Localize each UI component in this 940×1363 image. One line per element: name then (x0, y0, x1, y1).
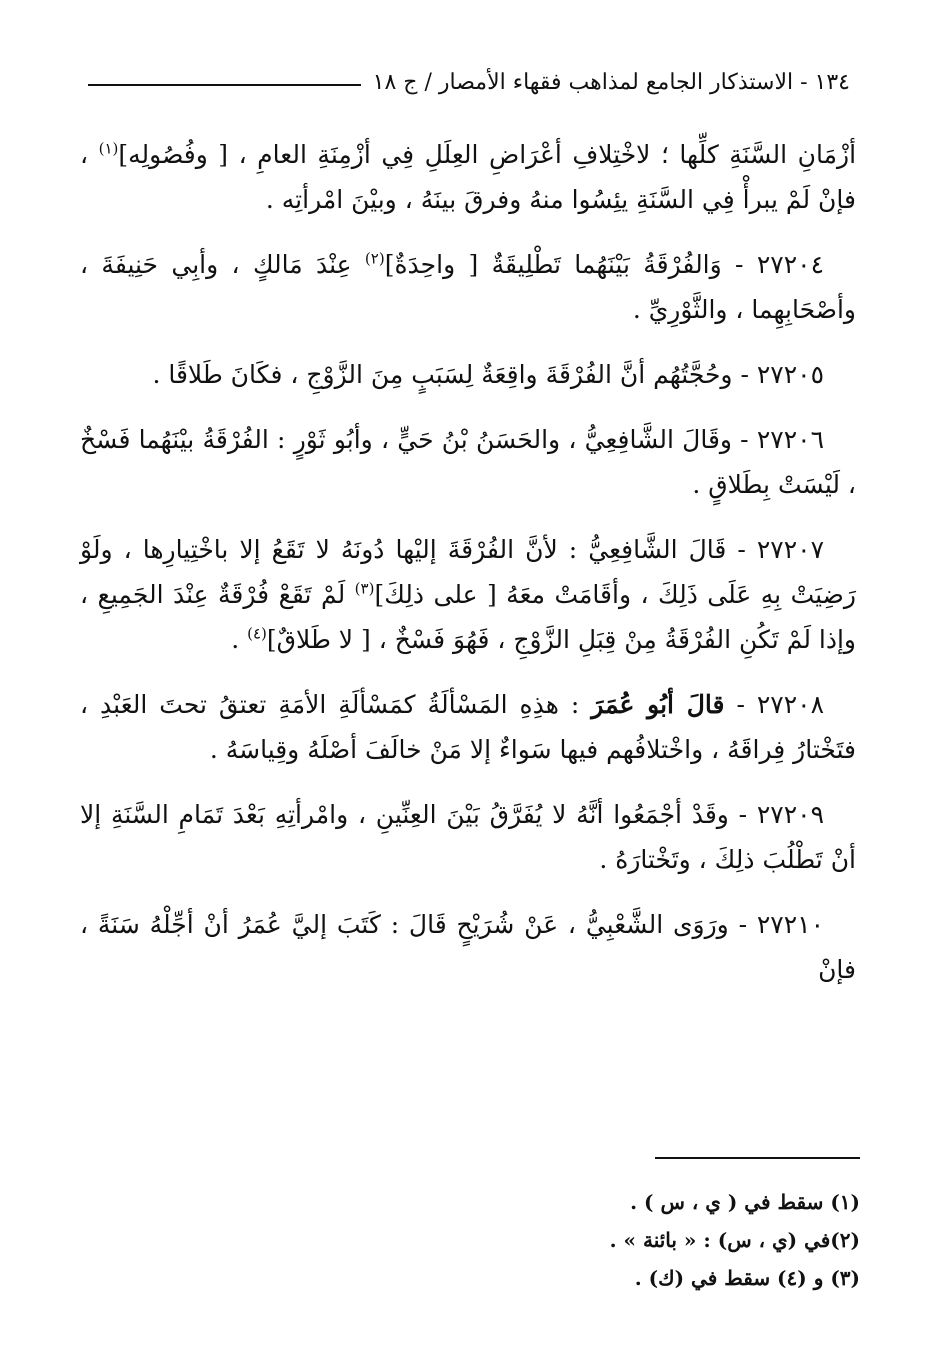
paragraph-text: لَمْ تَقَعْ فُرْقَةٌ عِنْدَ الجَمِيعِ ، وإذا لَمْ تَكُنِ الفُرْقَةُ مِنْ قِبَلِ الزَّوْجِ ، فَهُوَ فَسْخٌ ، [ لا طَلاقٌ] (80, 580, 856, 654)
paragraph-text: عِنْدَ مَالكٍ ، وأبِي حَنِيفَةَ ، وأصْحَابِهِما ، والثَّوْرِيِّ . (80, 250, 856, 324)
paragraph-text: : هذِهِ المَسْألَةُ كمَسْألَةِ الأمَةِ تعتقُ تحتَ العَبْدِ ، فتَخْتارُ فِراقَهُ ، واخْتلافُهم فيها سَواءٌ إلا مَنْ خالَفَ أصْلَهُ وقِياسَهُ . (80, 690, 856, 764)
footnote-ref: (٤) (247, 624, 267, 643)
paragraph-27205 (80, 352, 856, 397)
footnote-3-4: (٣) و (٤) سقط في (ك) . (634, 1266, 860, 1290)
footnote-1: (١) سقط في ( ي ، س ) . (630, 1190, 860, 1214)
footnote-ref: (١) (98, 139, 119, 158)
paragraph-text: ٢٧٢٠٤ - وَالفُرْقَةُ بَيْنَهُما تَطْلِيقَةٌ [ واحِدَةٌ] (384, 250, 824, 279)
paragraph-27210 (80, 902, 856, 992)
main-text (80, 132, 856, 1012)
footnotes (80, 1183, 860, 1297)
paragraph-27207 (80, 527, 856, 662)
paragraph-continuation (80, 132, 856, 222)
footnote-rule (655, 1157, 860, 1159)
paragraph-text: أزْمَانِ السَّنَةِ كلِّها ؛ لاخْتِلافِ أعْرَاضِ العِلَلِ فِي أزْمِنَةِ العامِ ، [ وفُصُولِه] (118, 140, 857, 169)
paragraph-text: . (231, 625, 248, 654)
paragraph-text: ، فإنْ لَمْ يبرأْ فِي السَّنَةِ يئِسُوا منهُ وفرقَ بينَهُ ، وبيْنَ امْرأتِه . (80, 140, 856, 214)
paragraph-text: ٢٧٢٠٦ - وقَالَ الشَّافِعِيُّ ، والحَسَنُ بْنُ حَيٍّ ، وأبُو ثَوْرٍ : الفُرْقَةُ بيْنَهُما فَسْخٌ ، لَيْسَتْ بِطَلاقٍ . (80, 425, 856, 499)
footnote-ref: (٣) (354, 579, 375, 598)
speaker-name: قالَ أبُو عُمَرَ (591, 690, 725, 719)
paragraph-text: ٢٧٢٠٩ - وقَدْ أجْمَعُوا أنَّهُ لا يُفَرَّقُ بَيْنَ العِنِّينِ ، وامْرأتِهِ بَعْدَ تَمَامِ السَّنَةِ إلا أنْ تَطْلُبَ ذلِكَ ، وتَخْتارَهُ . (80, 800, 856, 874)
footnote-ref: (٢) (364, 249, 385, 268)
footnote-2: (٢)في (ي ، س) : « بائنة » . (609, 1228, 860, 1252)
paragraph-27209 (80, 792, 856, 882)
paragraph-27206 (80, 417, 856, 507)
header-rule (88, 84, 361, 86)
paragraph-text: ٢٧٢٠٥ - وحُجَّتُهُم أنَّ الفُرْقَةَ واقِعَةٌ لِسَبَبٍ مِنَ الزَّوْجِ ، فكَانَ طَلاقًا . (152, 360, 824, 389)
running-header (88, 62, 850, 102)
paragraph-text: ٢٧٢١٠ - ورَوَى الشَّعْبِيُّ ، عَنْ شُرَيْحٍ قَالَ : كَتَبَ إليَّ عُمَرُ أنْ أجِّلْهُ سَنَةً ، فإنْ (80, 910, 856, 984)
running-title: ١٣٤ - الاستذكار الجامع لمذاهب فقهاء الأمصار / ج ١٨ (372, 69, 850, 95)
paragraph-text: ٢٧٢٠٧ - قَالَ الشَّافِعِيُّ : لأنَّ الفُرْقَةَ إليْها دُونَهُ لا تَقَعُ إلا باخْتِيارِها ، ولَوْ رَضِيَتْ بِهِ عَلَى ذَلِكَ ، وأقَامَتْ معَهُ [ على ذلِكَ] (80, 535, 856, 609)
paragraph-27204 (80, 242, 856, 332)
paragraph-27208 (80, 682, 856, 772)
paragraph-number: ٢٧٢٠٨ - (724, 690, 825, 719)
